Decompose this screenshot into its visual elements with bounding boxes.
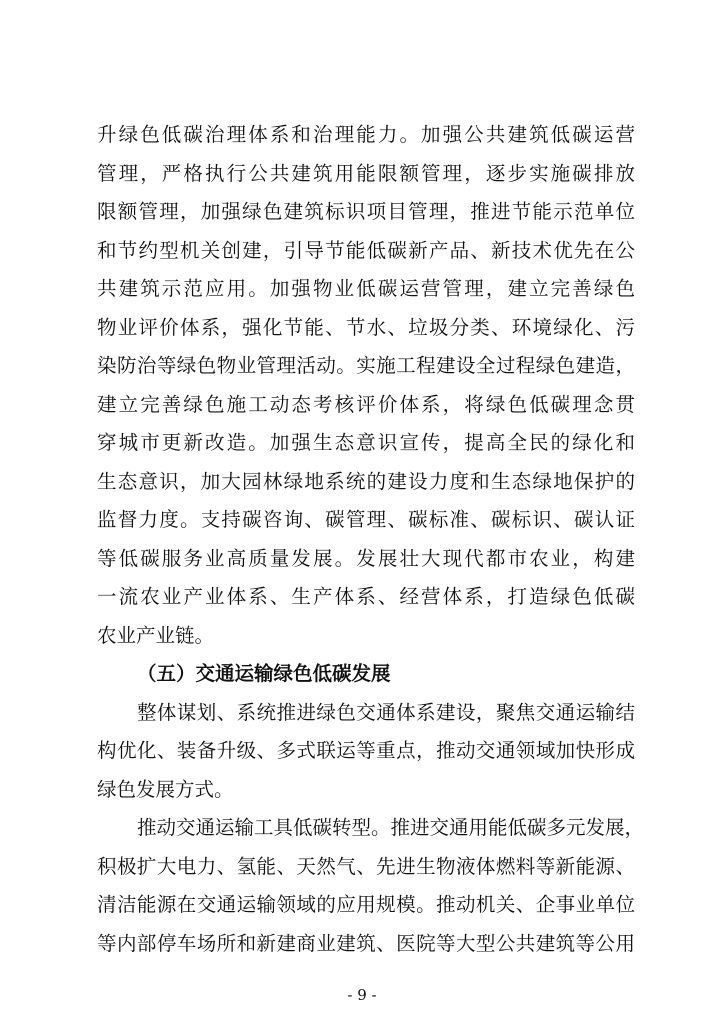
paragraph2-line-1: 整体谋划、系统推进绿色交通体系建设，聚焦交通运输结 <box>137 701 635 724</box>
paragraph1-line-5: 共建筑示范应用。加强物业低碳运营管理，建立完善绿色 <box>97 277 635 300</box>
paragraph2-line-2: 构优化、装备升级、多式联运等重点，推动交通领域加快形成 <box>97 739 635 762</box>
paragraph1-line-13: 一流农业产业体系、生产体系、经营体系，打造绿色低碳 <box>97 585 635 608</box>
paragraph1-line-6: 物业评价体系，强化节能、节水、垃圾分类、环境绿化、污 <box>97 316 635 339</box>
paragraph1-line-11: 监督力度。支持碳咨询、碳管理、碳标准、碳标识、碳认证 <box>97 508 635 531</box>
section-heading: （五）交通运输绿色低碳发展 <box>137 662 391 685</box>
paragraph1-line-10: 生态意识，加大园林绿地系统的建设力度和生态绿地保护的 <box>97 470 635 493</box>
paragraph1-line-12: 等低碳服务业高质量发展。发展壮大现代都市农业，构建 <box>97 547 635 570</box>
paragraph1-line-7: 染防治等绿色物业管理活动。实施工程建设全过程绿色建造， <box>97 354 635 377</box>
paragraph1-line-4: 和节约型机关创建，引导节能低碳新产品、新技术优先在公 <box>97 239 635 262</box>
paragraph1-line-14: 农业产业链。 <box>97 624 215 647</box>
paragraph3-line-4: 等内部停车场所和新建商业建筑、医院等大型公共建筑等公用 <box>97 932 635 955</box>
paragraph3-line-3: 清洁能源在交通运输领域的应用规模。推动机关、企事业单位 <box>97 893 635 916</box>
paragraph3-line-1: 推动交通运输工具低碳转型。推进交通用能低碳多元发展， <box>137 816 645 839</box>
paragraph3-line-2: 积极扩大电力、氢能、天然气、先进生物液体燃料等新能源、 <box>97 855 635 878</box>
page-number: - 9 - <box>347 986 377 1004</box>
paragraph1-line-9: 穿城市更新改造。加强生态意识宣传，提高全民的绿化和 <box>97 431 635 454</box>
paragraph1-line-8: 建立完善绿色施工动态考核评价体系，将绿色低碳理念贯 <box>97 393 635 416</box>
paragraph2-line-3: 绿色发展方式。 <box>97 778 234 801</box>
paragraph1-line-1: 升绿色低碳治理体系和治理能力。加强公共建筑低碳运营 <box>97 123 635 146</box>
paragraph1-line-2: 管理，严格执行公共建筑用能限额管理，逐步实施碳排放 <box>97 162 635 185</box>
paragraph1-line-3: 限额管理，加强绿色建筑标识项目管理，推进节能示范单位 <box>97 200 635 223</box>
